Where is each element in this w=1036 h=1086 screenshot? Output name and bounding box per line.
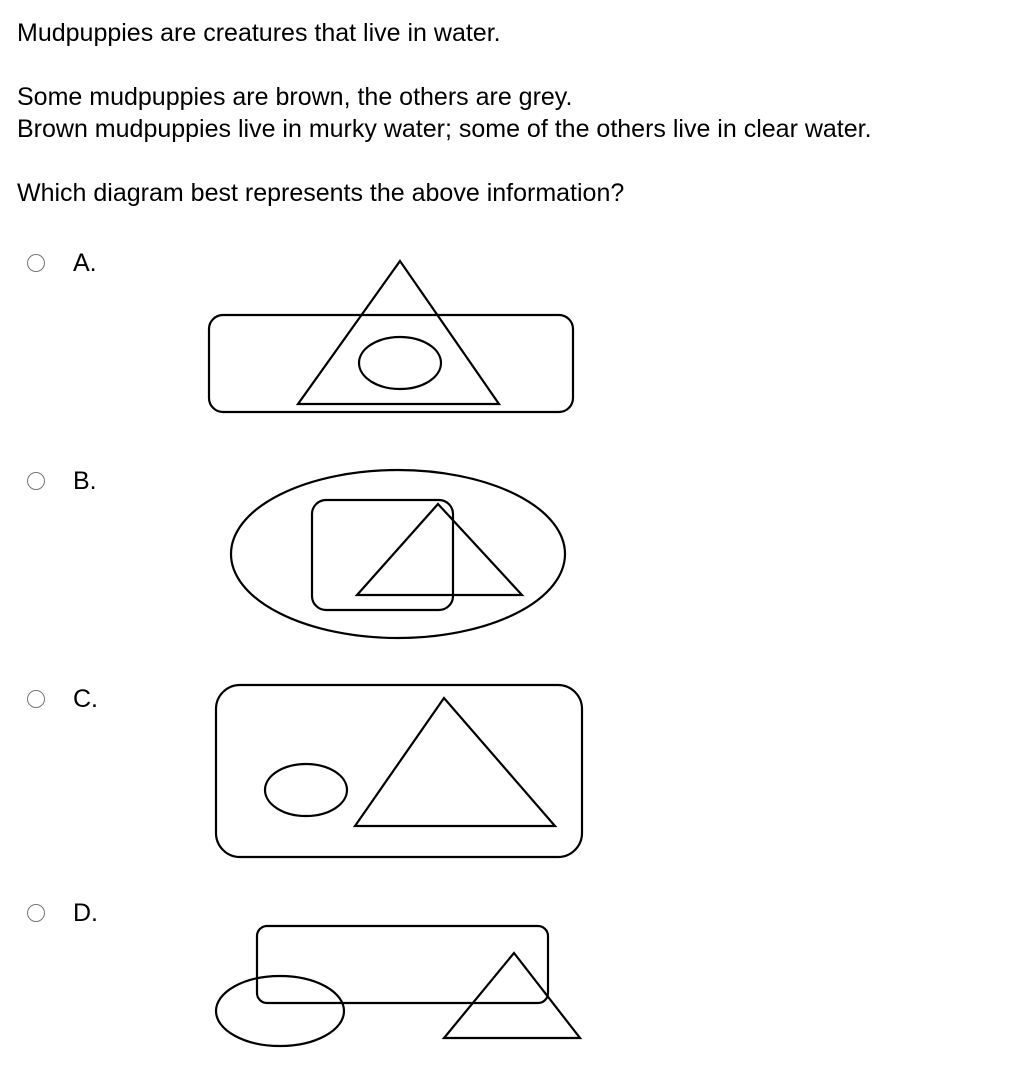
option-a-label: A. (73, 249, 97, 277)
option-c-radio[interactable] (27, 690, 45, 708)
option-d[interactable] (24, 898, 104, 932)
diagram-d-ellipse (216, 976, 344, 1046)
option-b-label: B. (73, 467, 97, 495)
option-d-radio[interactable] (27, 904, 45, 922)
diagram-a-triangle (298, 261, 499, 404)
diagram-d-triangle (444, 953, 580, 1038)
option-a[interactable] (24, 248, 104, 282)
diagram-b-rectangle (312, 500, 453, 610)
question-statement-2: Some mudpuppies are brown, the others are grey. (17, 83, 573, 111)
question-statement-3: Brown mudpuppies live in murky water; some of the others live in clear water. (17, 115, 872, 143)
diagram-c-ellipse (265, 764, 347, 816)
option-c[interactable] (24, 684, 104, 718)
diagram-c-rectangle (216, 685, 582, 857)
option-a-radio[interactable] (27, 254, 45, 272)
option-b-radio[interactable] (27, 472, 45, 490)
diagram-a-rectangle (209, 315, 573, 412)
diagram-c (212, 681, 587, 862)
diagram-b (225, 465, 570, 643)
question-statement-1: Mudpuppies are creatures that live in water. (17, 19, 501, 47)
diagram-a-ellipse (359, 337, 441, 389)
diagram-a (205, 255, 577, 417)
diagram-b-ellipse (231, 470, 565, 638)
diagram-d (210, 920, 586, 1052)
diagram-b-triangle (357, 504, 522, 595)
option-b[interactable] (24, 466, 104, 500)
option-d-label: D. (73, 899, 98, 927)
option-c-label: C. (73, 685, 98, 713)
diagram-c-triangle (355, 698, 555, 826)
question-prompt: Which diagram best represents the above information? (17, 179, 625, 207)
